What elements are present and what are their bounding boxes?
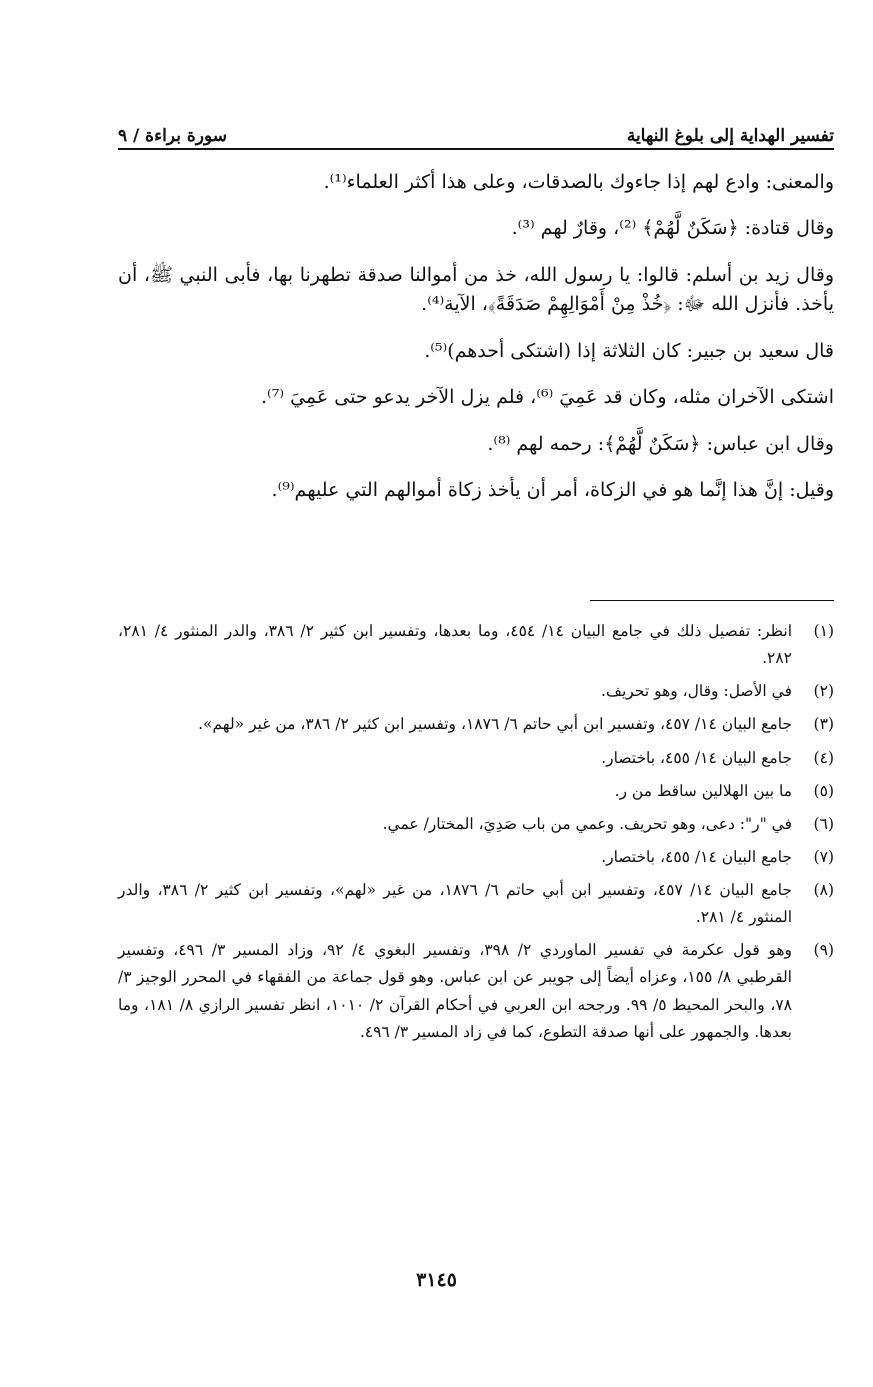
footnote [118,711,834,738]
body-paragraph: وقيل: إنَّ هذا إنَّما هو في الزكاة، أمر أن يأخذ زكاة أموالهم التي عليهم⁽⁹⁾. [271,479,834,502]
main-text [118,168,834,523]
footnote [118,678,834,705]
footnote-number: (٢) [813,682,834,701]
footnote-text: ما بين الهلالين ساقط من ر. [614,781,792,800]
body-paragraph: وقال زيد بن أسلم: قالوا: يا رسول الله، خذ من أموالنا صدقة تطهرنا بها، فأبى النبي ﷺ، أن يأخذ. فأنزل الله ﷻ: ﴿خُذْ مِنْ أَمْوَالِهِمْ صَدَقَةً﴾، الآية⁽⁴⁾. [118,263,834,316]
book-title: تفسير الهداية إلى بلوغ النهاية [626,126,834,146]
body-paragraph: وقال ابن عباس: ﴿سَكَنٌ لَّهُمْ﴾: رحمه لهم ⁽⁸⁾. [487,432,834,455]
footnote-number: (٦) [813,814,834,833]
footnote [118,811,834,838]
body-paragraph: اشتكى الآخران مثله، وكان قد عَمِيَ ⁽⁶⁾، فلم يزل الآخر يدعو حتى عَمِيَ ⁽⁷⁾. [261,386,834,409]
footnote [118,844,834,871]
footnote [118,877,834,931]
footnote-text: وهو قول عكرمة في تفسير الماوردي ٢/ ٣٩٨، وتفسير البغوي ٤/ ٩٢، وزاد المسير ٣/ ٤٩٦، وتفسير القرطبي ٨/ ١٥٥، وعزاه أيضاً إلى جويبر عن ابن عباس. وهو قول جماعة من الفقهاء في المحرر الوجيز ٣/ ٧٨، والبحر المحيط ٥/ ٩٩. ورجحه ابن العربي في أحكام القرآن ٢/ ١٠١٠، انظر تفسير الرازي ٨/ ١٨١، وما بعدها. والجمهور على أنها صدقة التطوع، كما في زاد المسير ٣/ ٤٩٦. [118,941,792,1041]
footnote-number: (٣) [813,715,834,734]
footnote-separator [590,600,834,601]
header-divider [118,148,834,150]
surah-reference: سورة براءة / ٩ [118,126,227,146]
footnote-number: (٥) [813,781,834,800]
footnote-text: جامع البيان ١٤/ ٤٥٥، باختصار. [601,748,792,767]
footnote [118,618,834,672]
footnote [118,745,834,772]
footnote-text: في الأصل: وقال، وهو تحريف. [600,682,792,701]
body-paragraph: قال سعيد بن جبير: كان الثلاثة إذا (اشتكى أحدهم)⁽⁵⁾. [424,339,834,362]
footnote-number: (٩) [813,941,834,960]
footnotes-section [118,618,834,1052]
footnote-text: جامع البيان ١٤/ ٤٥٧، وتفسير ابن أبي حاتم ٦/ ١٨٧٦، وتفسير ابن كثير ٢/ ٣٨٦، من غير «لهم». [198,715,792,734]
footnote [118,778,834,805]
footnote [118,937,834,1046]
body-paragraph: وقال قتادة: ﴿سَكَنٌ لَّهُمْ﴾ ⁽²⁾، وقارٌ لهم ⁽³⁾. [511,217,834,240]
body-paragraph: والمعنى: وادع لهم إذا جاءوك بالصدقات، وعلى هذا أكثر العلماء⁽¹⁾. [323,171,834,193]
footnote-text: في "ر": دعى، وهو تحريف. وعمي من باب صَدِيَ، المختار/ عمي. [382,814,792,833]
page-number: ٣١٤٥ [416,1269,457,1291]
running-header [118,112,834,146]
footnote-number: (٤) [813,748,834,767]
footnote-text: جامع البيان ١٤/ ٤٥٧، وتفسير ابن أبي حاتم ٦/ ١٨٧٦، من غير «لهم»، وتفسير ابن كثير ٢/ ٣٨٦، والدر المنثور ٤/ ٢٨١. [118,881,793,927]
footnote-text: جامع البيان ١٤/ ٤٥٥، باختصار. [601,847,792,866]
footnote-number: (١) [813,622,834,640]
footnote-number: (٧) [813,847,834,866]
footnote-number: (٨) [813,881,834,899]
footnote-text: انظر: تفصيل ذلك في جامع البيان ١٤/ ٤٥٤، وما بعدها، وتفسير ابن كثير ٢/ ٣٨٦، والدر المنثور ٤/ ٢٨١، ٢٨٢. [118,622,793,668]
